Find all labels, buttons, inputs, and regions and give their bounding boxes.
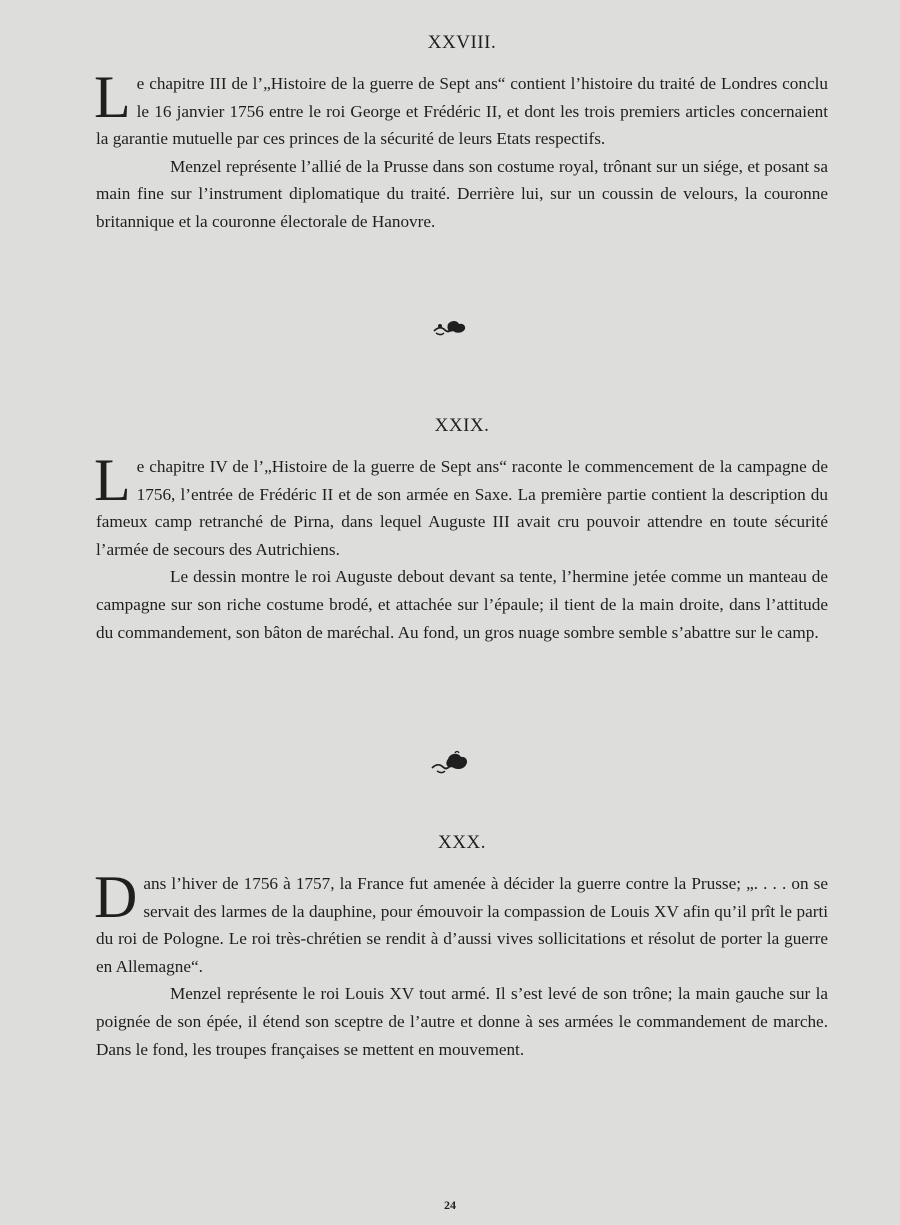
section-paragraph xyxy=(94,447,828,563)
paragraph-text: e chapitre IV de l’„Histoire de la guerre de Sept ans“ raconte le commencement de la campagne de 1756, l’entrée de Frédéric II et de son armée en Saxe. La première partie contient la description du fameux camp retranché de Pirna, dans lequel Auguste III avait cru pouvoir attendre en toute sécurité l’armée de secours des Autrichiens. xyxy=(96,457,828,559)
section-heading: XXVIII. xyxy=(427,32,497,53)
floral-ornament-icon xyxy=(0,318,900,343)
drop-cap: L xyxy=(94,447,131,513)
paragraph-text: ans l’hiver de 1756 à 1757, la France fut amenée à décider la guerre contre la Prusse; „. . . . on se servait des larmes de la dauphine, pour émouvoir la compassion de Louis XV afin qu’il prît le parti du roi de Pologne. Le roi très-chrétien se rendit à d’aussi vives sollicitations et résolut de porter la guerre en Allemagne“. xyxy=(96,874,828,976)
section-xxx xyxy=(96,833,828,1063)
section-paragraph xyxy=(94,864,828,980)
page-number: 24 xyxy=(444,1198,456,1212)
drop-cap: D xyxy=(94,864,138,930)
section-heading: XXIX. xyxy=(434,415,490,436)
section-paragraph xyxy=(94,64,828,153)
section-paragraph: Le dessin montre le roi Auguste debout devant sa tente, l’hermine jetée comme un manteau de campagne sur son riche costume brodé, et attachée sur l’épaule; il tient de la main droite, dans l’attitude du commandement, son bâton de maréchal. Au fond, un gros nuage sombre semble s’abattre sur le camp. xyxy=(96,567,828,642)
section-xxix xyxy=(96,416,828,646)
drop-cap: L xyxy=(94,64,131,130)
paragraph-text: e chapitre III de l’„Histoire de la guerre de Sept ans“ contient l’histoire du traité de Londres conclu le 16 janvier 1756 entre le roi George et Frédéric II, et dont les trois premiers articles concernaient la garantie mutuelle par ces princes de la sécurité de leurs Etats respectifs. xyxy=(96,74,828,149)
section-paragraph: Menzel représente le roi Louis XV tout armé. Il s’est levé de son trône; la main gauche sur la poignée de son épée, il étend son sceptre de l’autre et donne à ses armées le commandement de marche. Dans le fond, les troupes françaises se mettent en mouvement. xyxy=(96,984,828,1059)
section-paragraph: Menzel représente l’allié de la Prusse dans son costume royal, trônant sur un siége, et posant sa main fine sur l’instrument diplomatique du traité. Derrière lui, sur un coussin de velours, la couronne britannique et la couronne électorale de Hanovre. xyxy=(96,156,828,231)
section-xxviii xyxy=(96,33,828,236)
section-heading: XXX. xyxy=(438,832,486,853)
floral-ornament-icon xyxy=(0,750,900,781)
